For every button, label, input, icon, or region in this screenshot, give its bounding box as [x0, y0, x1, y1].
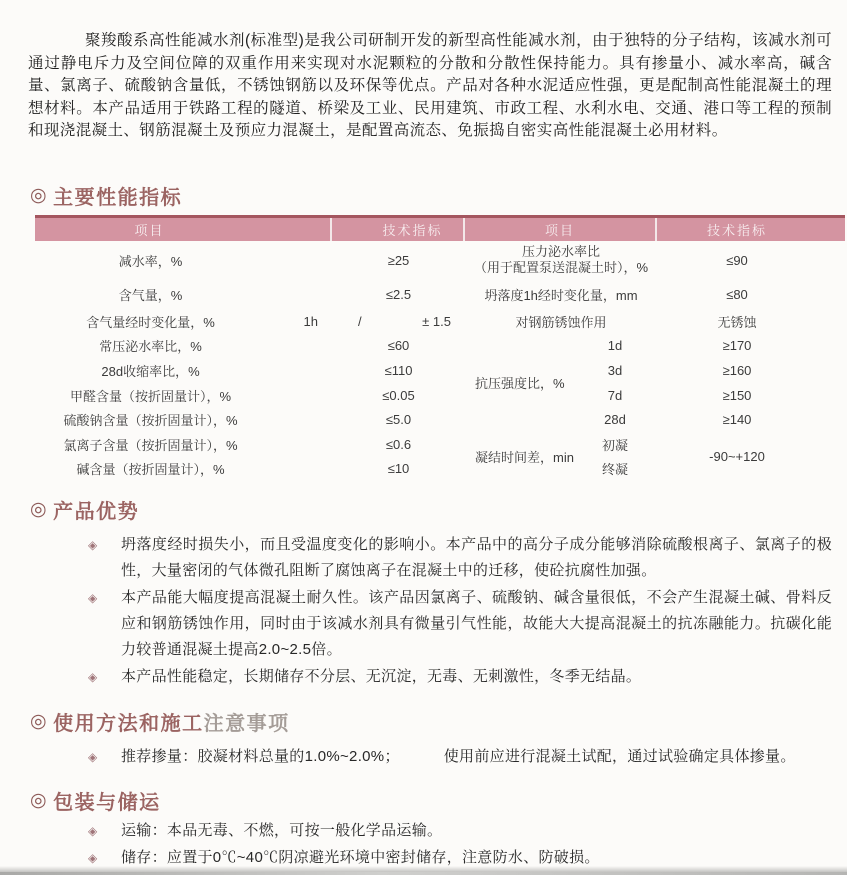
age-value: ≥160	[722, 362, 752, 378]
table-row	[465, 309, 845, 334]
row-value: ≤0.05	[382, 387, 415, 403]
table-right-half	[465, 241, 845, 481]
usage-list	[88, 744, 832, 771]
row-value	[332, 314, 465, 329]
row-value: ≤80	[726, 286, 748, 302]
section-title-performance	[30, 181, 182, 210]
table-row	[465, 241, 845, 279]
col-header-tech-left: 技术指标	[332, 218, 465, 241]
section-title-text-faded: 注意事项	[203, 713, 290, 735]
row-value: ≤10	[387, 461, 410, 477]
age-label: 28d	[604, 412, 626, 428]
age-label: 1d	[607, 338, 623, 354]
row-label: 含气量，%	[118, 287, 183, 303]
list-item	[88, 532, 832, 584]
list-item-text: 储存：应置于0℃~40℃阴凉避光环境中密封储存，注意防水、防破损。	[121, 849, 600, 866]
diamond-bullet-icon: ◈	[88, 670, 98, 684]
row-value: ≥25	[387, 252, 410, 268]
table-row	[35, 383, 465, 408]
row-label: 常压泌水率比，%	[99, 339, 202, 355]
row-value: ≤5.0	[385, 412, 412, 428]
setting-time-group	[465, 432, 845, 481]
row-value: ≤110	[384, 362, 413, 378]
list-item-text: 本产品能大幅度提高混凝土耐久性。该产品因氯离子、硫酸钠、碱含量很低，不会产生混凝土碱、骨料反应和钢筋锈蚀作用，同时由于该减水剂具有微量引气性能，故能大大提高混凝土的抗冻融能力。抗碳化能力较普通混凝土提高2.0~2.5倍。	[121, 589, 832, 658]
row-label	[35, 312, 332, 331]
section-marker-icon: ◎	[30, 185, 49, 206]
section-title-text: 主要性能指标	[53, 187, 183, 209]
section-title-advantages	[30, 495, 139, 524]
section-title-text: 包装与储运	[53, 792, 161, 814]
section-marker-icon: ◎	[30, 790, 49, 811]
packaging-list	[88, 818, 832, 872]
row-label-text: 含气量经时变化量，%	[86, 314, 215, 330]
row-label: 硫酸钠含量（按折固量计），%	[63, 413, 238, 429]
list-item-text: 坍落度经时损失小，而且受温度变化的影响小。本产品中的高分子成分能够消除硫酸根离子、氯离子的极性，大量密闭的气体微孔阻断了腐蚀离子在混凝土中的迁移，使砼抗腐性加强。	[121, 536, 832, 579]
diamond-bullet-icon: ◈	[88, 750, 98, 764]
age-value: ≥170	[722, 338, 752, 354]
row-slash: /	[358, 313, 362, 329]
row-value: ≤60	[387, 338, 410, 354]
age-label: 3d	[607, 362, 623, 378]
row-value-text: ± 1.5	[422, 313, 451, 329]
list-item	[88, 818, 832, 844]
diamond-bullet-icon: ◈	[88, 538, 98, 552]
group-label: 凝结时间差，min	[475, 450, 574, 466]
section-title-packaging	[30, 786, 161, 815]
diamond-bullet-icon: ◈	[88, 824, 98, 838]
section-title-text: 产品优势	[53, 501, 140, 523]
age-label: 7d	[607, 387, 623, 403]
section-marker-icon: ◎	[30, 711, 49, 732]
diamond-bullet-icon: ◈	[88, 851, 98, 865]
age-value: ≥140	[722, 412, 752, 428]
table-row	[35, 279, 465, 309]
list-item	[88, 664, 832, 690]
section-marker-icon: ◎	[30, 499, 49, 520]
row-label-line2: （用于配置泵送混凝土时），%	[473, 260, 649, 275]
col-header-tech-right: 技术指标	[706, 223, 767, 238]
group-values	[657, 334, 845, 432]
performance-table	[35, 215, 845, 481]
table-row	[35, 241, 465, 279]
row-value: ≤0.6	[385, 436, 412, 452]
table-row	[35, 407, 465, 432]
col-header-item-left: 项目	[35, 218, 332, 241]
group-label: 抗压强度比，%	[475, 376, 565, 392]
intro-paragraph: 聚羧酸系高性能减水剂(标准型)是我公司研制开发的新型高性能减水剂，由于独特的分子结构，该减水剂可通过静电斥力及空间位障的双重作用来实现对水泥颗粒的分散和分散性保持能力。具有掺量小、减水率高，碱含量、氯离子、硫酸钠含量低，不锈蚀钢筋以及环保等优点。产品对各种水泥适应性强，更是配制高性能混凝土的理想材料。本产品适用于铁路工程的隧道、桥梁及工业、民用建筑、市政工程、水利水电、交通、港口等工程的预制和现浇混凝土、钢筋混凝土及预应力混凝土，是配置高流态、免振捣自密实高性能混凝土必用材料。	[28, 32, 832, 139]
table-header-row	[35, 215, 845, 241]
section-title-usage	[30, 707, 290, 736]
table-row	[465, 279, 845, 309]
diamond-bullet-icon: ◈	[88, 591, 98, 605]
row-label: 28d收缩率比，%	[101, 363, 200, 379]
table-left-half	[35, 241, 465, 481]
list-item-text	[121, 744, 796, 770]
compressive-strength-group	[465, 334, 845, 432]
col-header-item-right: 项目	[465, 218, 657, 241]
row-label: 甲醛含量（按折固量计），%	[69, 388, 232, 404]
table-row	[35, 358, 465, 383]
table-row	[35, 432, 465, 457]
table-row	[35, 457, 465, 482]
list-item-text: 运输：本品无毒、不燃，可按一般化学品运输。	[121, 822, 443, 839]
row-mid-value: 1h	[303, 313, 318, 329]
list-item	[88, 744, 832, 770]
setting-sub-label: 终凝	[601, 462, 628, 478]
list-item	[88, 585, 832, 663]
row-label: 对钢筋锈蚀作用	[515, 314, 607, 330]
trial-mix-text: 使用前应进行混凝土试配，通过试验确定具体掺量。	[443, 748, 796, 765]
row-value: ≤2.5	[385, 286, 412, 302]
table-row	[35, 309, 465, 334]
advantages-list	[88, 532, 832, 691]
setting-sub-label: 初凝	[601, 437, 628, 453]
row-label: 减水率，%	[118, 253, 183, 269]
table-body	[35, 241, 845, 481]
row-label-line1: 压力泌水率比	[521, 244, 600, 259]
row-label: 碱含量（按折固量计），%	[76, 462, 225, 478]
section-title-text: 使用方法和施工	[53, 713, 204, 735]
table-row	[35, 334, 465, 359]
row-value: ≤90	[726, 252, 748, 268]
dosage-text: 推荐掺量：胶凝材料总量的1.0%~2.0%；	[121, 748, 400, 765]
row-label: 坍落度1h经时变化量，mm	[484, 287, 638, 303]
age-value: ≥150	[722, 387, 752, 403]
group-values	[657, 432, 845, 481]
row-label: 氯离子含量（按折固量计），%	[63, 437, 238, 453]
row-value: 无锈蚀	[717, 314, 757, 330]
row-label	[465, 244, 657, 276]
list-item-text: 本产品性能稳定，长期储存不分层、无沉淀，无毒、无刺激性，冬季无结晶。	[121, 668, 642, 685]
setting-value: -90~+120	[709, 449, 765, 465]
